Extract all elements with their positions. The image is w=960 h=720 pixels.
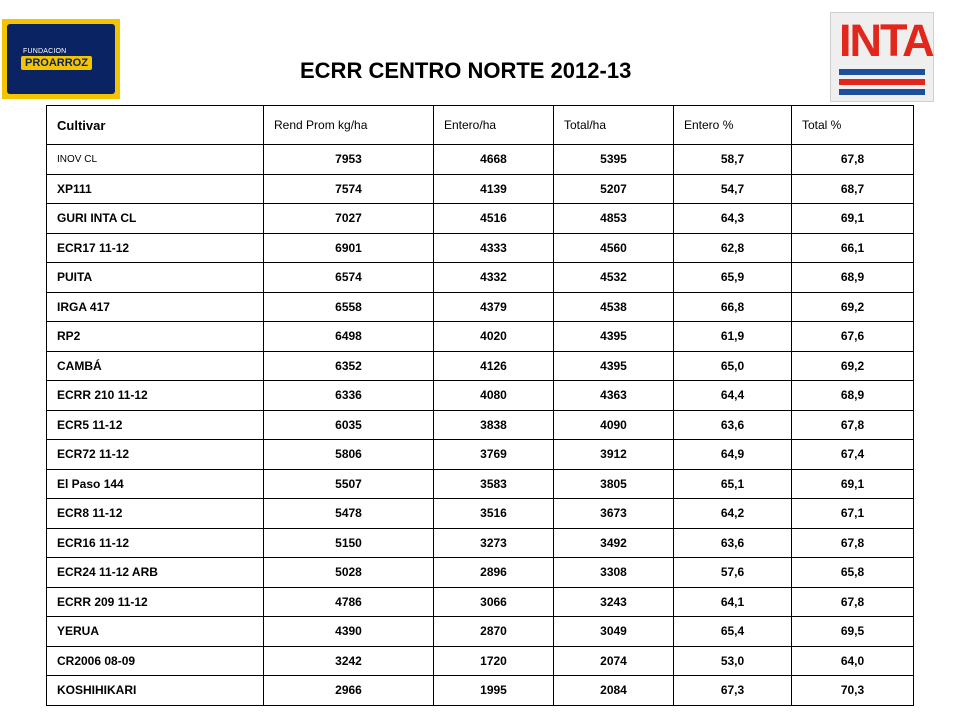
table-row	[47, 469, 914, 499]
cell-rend-prom: 6498	[264, 322, 434, 352]
table-row	[47, 322, 914, 352]
cell-rend-prom: 3242	[264, 646, 434, 676]
cell-rend-prom: 2966	[264, 676, 434, 706]
cell-rend-prom: 6558	[264, 292, 434, 322]
cell-total-ha: 2074	[554, 646, 674, 676]
fundacion-proarroz-logo	[2, 19, 120, 99]
cell-total-pct: 69,1	[792, 469, 914, 499]
cell-entero-pct: 64,2	[674, 499, 792, 529]
cell-total-ha: 3805	[554, 469, 674, 499]
table-row	[47, 145, 914, 175]
cell-entero-ha: 4379	[434, 292, 554, 322]
header-rend-prom: Rend Prom kg/ha	[264, 106, 434, 145]
cell-total-pct: 69,2	[792, 292, 914, 322]
cell-total-ha: 4395	[554, 351, 674, 381]
cell-cultivar: El Paso 144	[47, 469, 264, 499]
inta-logo-stripe-3	[839, 89, 925, 95]
cell-total-ha: 5395	[554, 145, 674, 175]
cell-total-pct: 68,9	[792, 263, 914, 293]
cell-total-ha: 3308	[554, 558, 674, 588]
page-title: ECRR CENTRO NORTE 2012-13	[300, 58, 632, 83]
table-row	[47, 587, 914, 617]
cell-total-ha: 4395	[554, 322, 674, 352]
table-row	[47, 292, 914, 322]
cell-total-ha: 4538	[554, 292, 674, 322]
cell-entero-ha: 2870	[434, 617, 554, 647]
cell-rend-prom: 5028	[264, 558, 434, 588]
cell-total-ha: 4363	[554, 381, 674, 411]
cell-cultivar: ECRR 210 11-12	[47, 381, 264, 411]
cell-rend-prom: 5478	[264, 499, 434, 529]
cell-total-pct: 69,1	[792, 204, 914, 234]
cell-entero-ha: 3516	[434, 499, 554, 529]
cell-entero-ha: 4333	[434, 233, 554, 263]
cell-rend-prom: 7574	[264, 174, 434, 204]
table-row	[47, 676, 914, 706]
cell-cultivar: ECR8 11-12	[47, 499, 264, 529]
table-row	[47, 263, 914, 293]
logo-proarroz-text: PROARROZ	[21, 56, 92, 70]
cell-cultivar: IRGA 417	[47, 292, 264, 322]
header-cultivar: Cultivar	[47, 106, 264, 145]
cell-total-pct: 67,4	[792, 440, 914, 470]
cell-cultivar: ECR72 11-12	[47, 440, 264, 470]
cell-cultivar: PUITA	[47, 263, 264, 293]
cell-cultivar: ECRR 209 11-12	[47, 587, 264, 617]
cell-cultivar: CR2006 08-09	[47, 646, 264, 676]
cell-entero-pct: 64,4	[674, 381, 792, 411]
cell-total-pct: 67,8	[792, 145, 914, 175]
cell-entero-ha: 4020	[434, 322, 554, 352]
cell-total-pct: 64,0	[792, 646, 914, 676]
table-row	[47, 410, 914, 440]
table-row	[47, 204, 914, 234]
cell-entero-pct: 65,9	[674, 263, 792, 293]
cell-total-ha: 4090	[554, 410, 674, 440]
cell-total-pct: 70,3	[792, 676, 914, 706]
cell-total-ha: 4560	[554, 233, 674, 263]
cell-entero-pct: 54,7	[674, 174, 792, 204]
cell-total-ha: 3049	[554, 617, 674, 647]
cell-cultivar: ECR24 11-12 ARB	[47, 558, 264, 588]
cell-entero-pct: 62,8	[674, 233, 792, 263]
inta-logo-stripe-1	[839, 69, 925, 75]
cell-cultivar: GURI INTA CL	[47, 204, 264, 234]
inta-logo-text: INTA	[839, 15, 933, 66]
cell-total-ha: 3492	[554, 528, 674, 558]
cell-entero-pct: 64,1	[674, 587, 792, 617]
table-header-row	[47, 106, 914, 145]
inta-logo-stripe-2	[839, 79, 925, 85]
cell-entero-pct: 61,9	[674, 322, 792, 352]
table-row	[47, 558, 914, 588]
cell-entero-ha: 3273	[434, 528, 554, 558]
cell-cultivar: ECR5 11-12	[47, 410, 264, 440]
cell-total-pct: 69,5	[792, 617, 914, 647]
cell-entero-pct: 65,1	[674, 469, 792, 499]
cell-total-pct: 67,1	[792, 499, 914, 529]
cell-total-ha: 3243	[554, 587, 674, 617]
cell-total-pct: 69,2	[792, 351, 914, 381]
cell-total-pct: 67,8	[792, 528, 914, 558]
cell-entero-pct: 53,0	[674, 646, 792, 676]
cell-entero-pct: 63,6	[674, 410, 792, 440]
cell-entero-pct: 63,6	[674, 528, 792, 558]
cell-entero-ha: 3583	[434, 469, 554, 499]
table-row	[47, 233, 914, 263]
cell-rend-prom: 6035	[264, 410, 434, 440]
cell-total-ha: 4532	[554, 263, 674, 293]
proarroz-logo-badge	[7, 24, 115, 94]
cell-cultivar: XP111	[47, 174, 264, 204]
cell-total-ha: 4853	[554, 204, 674, 234]
cell-total-pct: 65,8	[792, 558, 914, 588]
header-total-pct: Total %	[792, 106, 914, 145]
header-entero-pct: Entero %	[674, 106, 792, 145]
cell-rend-prom: 4390	[264, 617, 434, 647]
cell-total-pct: 67,8	[792, 587, 914, 617]
cell-cultivar: YERUA	[47, 617, 264, 647]
cell-entero-ha: 4126	[434, 351, 554, 381]
cell-entero-ha: 3769	[434, 440, 554, 470]
cell-entero-pct: 57,6	[674, 558, 792, 588]
cell-entero-ha: 1720	[434, 646, 554, 676]
cell-cultivar: KOSHIHIKARI	[47, 676, 264, 706]
cell-total-pct: 66,1	[792, 233, 914, 263]
table-row	[47, 617, 914, 647]
cell-entero-pct: 66,8	[674, 292, 792, 322]
cell-total-ha: 5207	[554, 174, 674, 204]
cell-entero-pct: 58,7	[674, 145, 792, 175]
cell-rend-prom: 5507	[264, 469, 434, 499]
cell-total-pct: 68,9	[792, 381, 914, 411]
cell-total-pct: 67,8	[792, 410, 914, 440]
table-row	[47, 646, 914, 676]
cell-cultivar: CAMBÁ	[47, 351, 264, 381]
cell-rend-prom: 6352	[264, 351, 434, 381]
cell-rend-prom: 6574	[264, 263, 434, 293]
cell-entero-ha: 1995	[434, 676, 554, 706]
cell-rend-prom: 5150	[264, 528, 434, 558]
cell-cultivar: ECR16 11-12	[47, 528, 264, 558]
cell-total-ha: 2084	[554, 676, 674, 706]
table-row	[47, 351, 914, 381]
cell-entero-pct: 67,3	[674, 676, 792, 706]
cell-entero-pct: 65,0	[674, 351, 792, 381]
cell-rend-prom: 4786	[264, 587, 434, 617]
cell-entero-ha: 4332	[434, 263, 554, 293]
cell-entero-pct: 64,9	[674, 440, 792, 470]
table-row	[47, 381, 914, 411]
table-row	[47, 174, 914, 204]
cell-total-ha: 3673	[554, 499, 674, 529]
cell-entero-ha: 2896	[434, 558, 554, 588]
table-row	[47, 528, 914, 558]
cell-cultivar: RP2	[47, 322, 264, 352]
cell-total-pct: 68,7	[792, 174, 914, 204]
cell-entero-ha: 3066	[434, 587, 554, 617]
cell-rend-prom: 6901	[264, 233, 434, 263]
cell-rend-prom: 6336	[264, 381, 434, 411]
cell-entero-ha: 4080	[434, 381, 554, 411]
cell-entero-pct: 65,4	[674, 617, 792, 647]
results-table	[46, 105, 914, 706]
header-total-ha: Total/ha	[554, 106, 674, 145]
table-row	[47, 440, 914, 470]
cell-cultivar: ECR17 11-12	[47, 233, 264, 263]
cell-total-pct: 67,6	[792, 322, 914, 352]
inta-logo	[830, 12, 934, 102]
cell-total-ha: 3912	[554, 440, 674, 470]
cell-rend-prom: 7953	[264, 145, 434, 175]
cell-entero-ha: 3838	[434, 410, 554, 440]
cell-cultivar: INOV CL	[47, 145, 264, 175]
cell-entero-ha: 4516	[434, 204, 554, 234]
header-entero-ha: Entero/ha	[434, 106, 554, 145]
logo-fundacion-text: FUNDACION	[23, 48, 67, 55]
cell-entero-ha: 4139	[434, 174, 554, 204]
cell-rend-prom: 5806	[264, 440, 434, 470]
cell-rend-prom: 7027	[264, 204, 434, 234]
cell-entero-ha: 4668	[434, 145, 554, 175]
table-row	[47, 499, 914, 529]
cell-entero-pct: 64,3	[674, 204, 792, 234]
